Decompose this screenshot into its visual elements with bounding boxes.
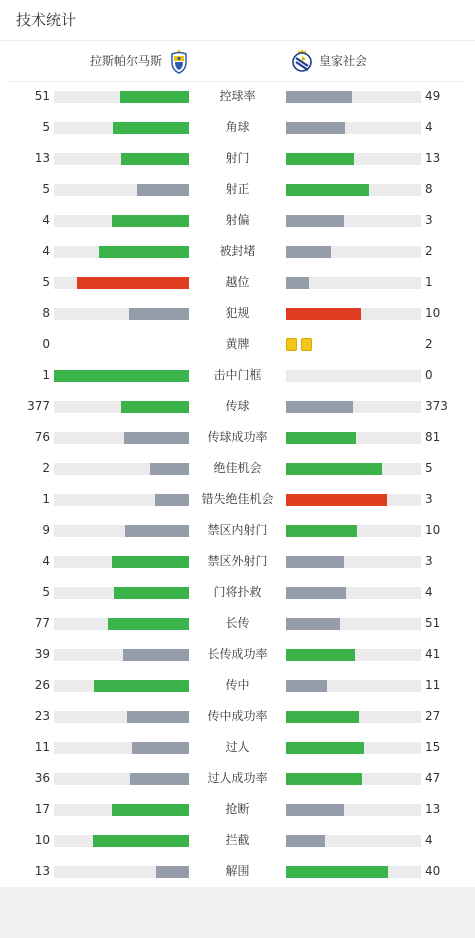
stat-label: 过人成功率 (207, 771, 268, 785)
home-value: 5 (42, 585, 50, 599)
home-value: 5 (42, 120, 50, 134)
away-value: 3 (425, 492, 433, 506)
stat-row (0, 577, 475, 608)
home-bar-fill (112, 556, 189, 568)
home-bar-track (54, 463, 189, 475)
stat-label: 长传成功率 (207, 647, 268, 661)
away-bar-fill (286, 277, 309, 289)
away-bar-fill (286, 463, 382, 475)
away-value: 40 (425, 864, 441, 878)
away-bar-fill (286, 804, 344, 816)
stat-row (0, 515, 475, 546)
away-value: 10 (425, 523, 441, 537)
home-value: 10 (34, 833, 50, 847)
away-value: 3 (425, 213, 433, 227)
away-bar-fill (286, 91, 352, 103)
home-value: 0 (42, 337, 50, 351)
home-value: 23 (34, 709, 50, 723)
home-bar-fill (54, 370, 189, 382)
away-value: 4 (425, 585, 433, 599)
home-value: 1 (42, 492, 50, 506)
home-bar-track (54, 215, 189, 227)
away-bar-track (286, 122, 421, 134)
stat-label: 越位 (225, 275, 250, 289)
stat-label: 传球 (225, 399, 250, 413)
away-bar-track (286, 804, 421, 816)
away-bar-track (286, 618, 421, 630)
stat-row (0, 639, 475, 670)
home-bar-fill (77, 277, 189, 289)
away-bar-track (286, 308, 421, 320)
home-bar-track (54, 184, 189, 196)
away-bar-fill (286, 711, 359, 723)
away-bar-fill (286, 246, 331, 258)
stat-row (0, 81, 475, 112)
stat-row (0, 701, 475, 732)
stat-row (0, 546, 475, 577)
stat-label: 射偏 (225, 213, 250, 227)
stat-row (0, 608, 475, 639)
las-palmas-crest-icon (168, 48, 190, 74)
home-value: 2 (42, 461, 50, 475)
stat-row (0, 794, 475, 825)
home-bar-track (54, 153, 189, 165)
home-bar-track (54, 649, 189, 661)
stat-label: 击中门框 (213, 368, 262, 382)
home-bar-fill (112, 804, 189, 816)
away-bar-track (286, 370, 421, 382)
home-bar-track (54, 525, 189, 537)
home-bar-track (54, 618, 189, 630)
away-bar-track (286, 742, 421, 754)
away-value: 41 (425, 647, 441, 661)
home-bar-track (54, 866, 189, 878)
away-value: 81 (425, 430, 441, 444)
away-bar-fill (286, 556, 344, 568)
stat-label: 长传 (225, 616, 250, 630)
away-bar-fill (286, 184, 369, 196)
away-team-name: 皇家社会 (319, 54, 368, 68)
stat-label: 射门 (225, 151, 250, 165)
away-bar-track (286, 649, 421, 661)
away-bar-track (286, 711, 421, 723)
home-bar-fill (150, 463, 189, 475)
home-bar-track (54, 680, 189, 692)
home-bar-track (54, 277, 189, 289)
stat-row (0, 236, 475, 267)
home-bar-fill (93, 835, 189, 847)
away-bar-fill (286, 215, 344, 227)
home-bar-track (54, 308, 189, 320)
stat-label: 绝佳机会 (213, 461, 262, 475)
home-value: 4 (42, 554, 50, 568)
stat-label: 角球 (225, 120, 250, 134)
stat-label: 过人 (225, 740, 250, 754)
home-value: 13 (34, 864, 50, 878)
away-bar-fill (286, 618, 340, 630)
home-bar-fill (94, 680, 189, 692)
home-bar-track (54, 494, 189, 506)
home-value: 26 (34, 678, 50, 692)
home-bar-fill (113, 122, 189, 134)
home-bar-fill (137, 184, 189, 196)
away-value: 10 (425, 306, 441, 320)
away-value: 15 (425, 740, 441, 754)
stat-label: 错失绝佳机会 (201, 492, 274, 506)
home-bar-track (54, 711, 189, 723)
stat-row (0, 391, 475, 422)
home-value: 36 (34, 771, 50, 785)
home-bar-track (54, 773, 189, 785)
home-team[interactable] (90, 47, 190, 75)
home-bar-track (54, 401, 189, 413)
away-bar-track (286, 153, 421, 165)
stat-label: 控球率 (219, 89, 256, 103)
home-bar-fill (114, 587, 189, 599)
away-value: 1 (425, 275, 433, 289)
home-bar-track (54, 742, 189, 754)
stat-label: 被封堵 (219, 244, 256, 258)
away-bar-track (286, 866, 421, 878)
stat-label: 黄牌 (225, 337, 250, 351)
away-value: 27 (425, 709, 441, 723)
home-bar-track (54, 246, 189, 258)
away-value: 13 (425, 802, 441, 816)
home-value: 17 (34, 802, 50, 816)
away-value: 5 (425, 461, 433, 475)
away-value: 11 (425, 678, 441, 692)
home-value: 1 (42, 368, 50, 382)
home-bar-fill (123, 649, 189, 661)
stat-label: 门将扑救 (213, 585, 262, 599)
away-bar-track (286, 184, 421, 196)
home-value: 39 (34, 647, 50, 661)
home-value: 5 (42, 275, 50, 289)
away-bar-fill (286, 866, 388, 878)
away-value: 4 (425, 833, 433, 847)
away-value: 3 (425, 554, 433, 568)
home-bar-fill (156, 866, 189, 878)
home-bar-track (54, 556, 189, 568)
divider (0, 40, 475, 41)
home-value: 13 (34, 151, 50, 165)
yellow-card-icon (301, 338, 312, 351)
stat-label: 抢断 (225, 802, 250, 816)
home-bar-track (54, 432, 189, 444)
stat-row (0, 205, 475, 236)
stat-label: 拦截 (225, 833, 250, 847)
home-value: 5 (42, 182, 50, 196)
home-bar-fill (108, 618, 189, 630)
home-bar-fill (132, 742, 189, 754)
away-bar-track (286, 246, 421, 258)
home-bar-track (54, 370, 189, 382)
away-bar-track (286, 587, 421, 599)
home-bar-track (54, 91, 189, 103)
away-bar-track (286, 91, 421, 103)
stat-row (0, 298, 475, 329)
home-value: 9 (42, 523, 50, 537)
away-value: 8 (425, 182, 433, 196)
stat-row (0, 825, 475, 856)
away-value: 0 (425, 368, 433, 382)
stat-row (0, 112, 475, 143)
stat-label: 射正 (225, 182, 250, 196)
away-value: 13 (425, 151, 441, 165)
stat-label: 传中 (225, 678, 250, 692)
home-bar-track (54, 804, 189, 816)
away-bar-fill (286, 525, 357, 537)
stat-label: 禁区外射门 (207, 554, 268, 568)
stat-label: 传中成功率 (207, 709, 268, 723)
home-bar-fill (99, 246, 189, 258)
away-bar-fill (286, 494, 387, 506)
stat-row (0, 143, 475, 174)
stat-row (0, 267, 475, 298)
home-value: 51 (34, 89, 50, 103)
away-bar-track (286, 556, 421, 568)
away-value: 47 (425, 771, 441, 785)
home-value: 4 (42, 213, 50, 227)
away-bar-fill (286, 432, 356, 444)
stat-row (0, 856, 475, 887)
away-bar-track (286, 215, 421, 227)
away-value: 373 (425, 399, 448, 413)
away-bar-track (286, 525, 421, 537)
away-bar-fill (286, 587, 346, 599)
away-bar-track (286, 494, 421, 506)
home-bar-fill (155, 494, 189, 506)
stat-row (0, 670, 475, 701)
away-bar-track (286, 773, 421, 785)
home-bar-fill (130, 773, 189, 785)
home-bar-fill (127, 711, 189, 723)
home-bar-track (54, 587, 189, 599)
home-bar-track (54, 122, 189, 134)
stat-row (0, 484, 475, 515)
real-sociedad-crest-icon (291, 48, 313, 74)
away-bar-fill (286, 649, 355, 661)
home-bar-fill (124, 432, 189, 444)
stat-row (0, 763, 475, 794)
away-bar-track (286, 432, 421, 444)
stat-row (0, 174, 475, 205)
page-title: 技术统计 (16, 11, 77, 29)
home-value: 4 (42, 244, 50, 258)
home-bar-fill (120, 91, 189, 103)
yellow-cards (286, 338, 316, 352)
stat-row (0, 732, 475, 763)
home-bar-fill (125, 525, 189, 537)
home-value: 77 (34, 616, 50, 630)
away-value: 49 (425, 89, 441, 103)
home-bar-fill (121, 153, 189, 165)
away-bar-fill (286, 742, 364, 754)
away-bar-track (286, 680, 421, 692)
away-value: 4 (425, 120, 433, 134)
away-bar-track (286, 835, 421, 847)
home-value: 377 (27, 399, 50, 413)
stat-label: 解围 (225, 864, 250, 878)
stat-label: 传球成功率 (207, 430, 268, 444)
away-value: 51 (425, 616, 441, 630)
away-bar-fill (286, 153, 354, 165)
away-value: 2 (425, 244, 433, 258)
away-bar-track (286, 401, 421, 413)
away-bar-fill (286, 308, 361, 320)
home-value: 76 (34, 430, 50, 444)
home-value: 8 (42, 306, 50, 320)
away-bar-fill (286, 773, 362, 785)
away-bar-track (286, 277, 421, 289)
home-bar-fill (121, 401, 189, 413)
yellow-card-icon (286, 338, 297, 351)
away-team[interactable] (291, 47, 367, 75)
away-value: 2 (425, 337, 433, 351)
stat-row (0, 453, 475, 484)
stat-label: 犯规 (225, 306, 250, 320)
away-bar-fill (286, 835, 325, 847)
home-value: 11 (34, 740, 50, 754)
stat-row (0, 422, 475, 453)
home-team-name: 拉斯帕尔马斯 (90, 54, 163, 68)
away-bar-fill (286, 680, 327, 692)
away-bar-fill (286, 401, 353, 413)
away-bar-track (286, 463, 421, 475)
home-bar-fill (129, 308, 189, 320)
stat-row (0, 329, 475, 360)
stat-label: 禁区内射门 (207, 523, 268, 537)
away-bar-fill (286, 122, 345, 134)
home-bar-fill (112, 215, 189, 227)
home-bar-track (54, 835, 189, 847)
stat-row (0, 360, 475, 391)
